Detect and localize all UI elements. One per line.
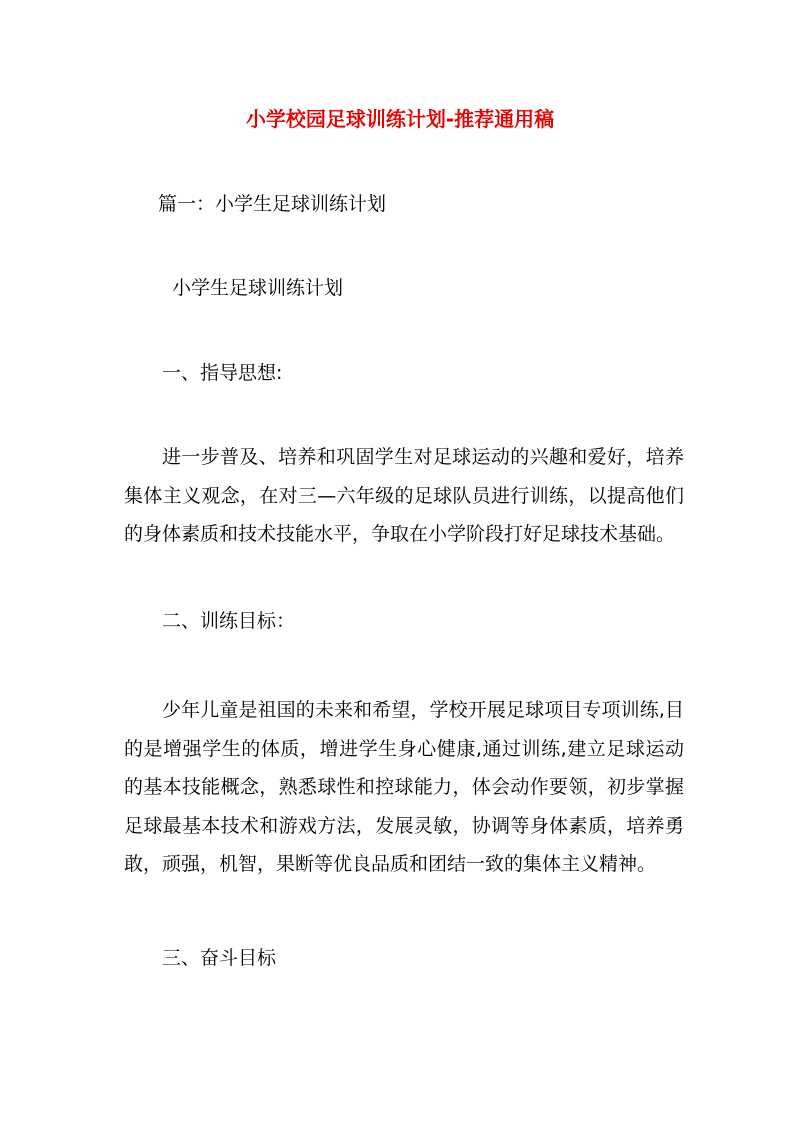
paragraph-training-goals: 少年儿童是祖国的未来和希望，学校开展足球项目专项训练,目的是增强学生的体质，增进学生身心健康,通过训练,建立足球运动的基本技能概念，熟悉球性和控球能力，体会动作要领，初步掌握足球最基本技术和游戏方法，发展灵敏，协调等身体素质，培养勇敢，顽强，机智，果断等优良品质和团结一致的集体主义精神。	[124, 699, 684, 875]
section-heading: 篇一：小学生足球训练计划	[158, 193, 387, 215]
heading-guiding-ideology: 一、指导思想:	[162, 362, 283, 384]
document-title: 小学校园足球训练计划-推荐通用稿	[245, 107, 555, 131]
heading-striving-goals: 三、奋斗目标	[162, 947, 277, 969]
paragraph-guiding-ideology: 进一步普及、培养和巩固学生对足球运动的兴趣和爱好，培养集体主义观念，在对三—六年级的足球队员进行训练，以提高他们的身体素质和技术技能水平，争取在小学阶段打好足球技术基础。	[124, 446, 684, 545]
heading-training-goals: 二、训练目标：	[162, 610, 296, 632]
plan-subtitle: 小学生足球训练计划	[172, 277, 344, 299]
